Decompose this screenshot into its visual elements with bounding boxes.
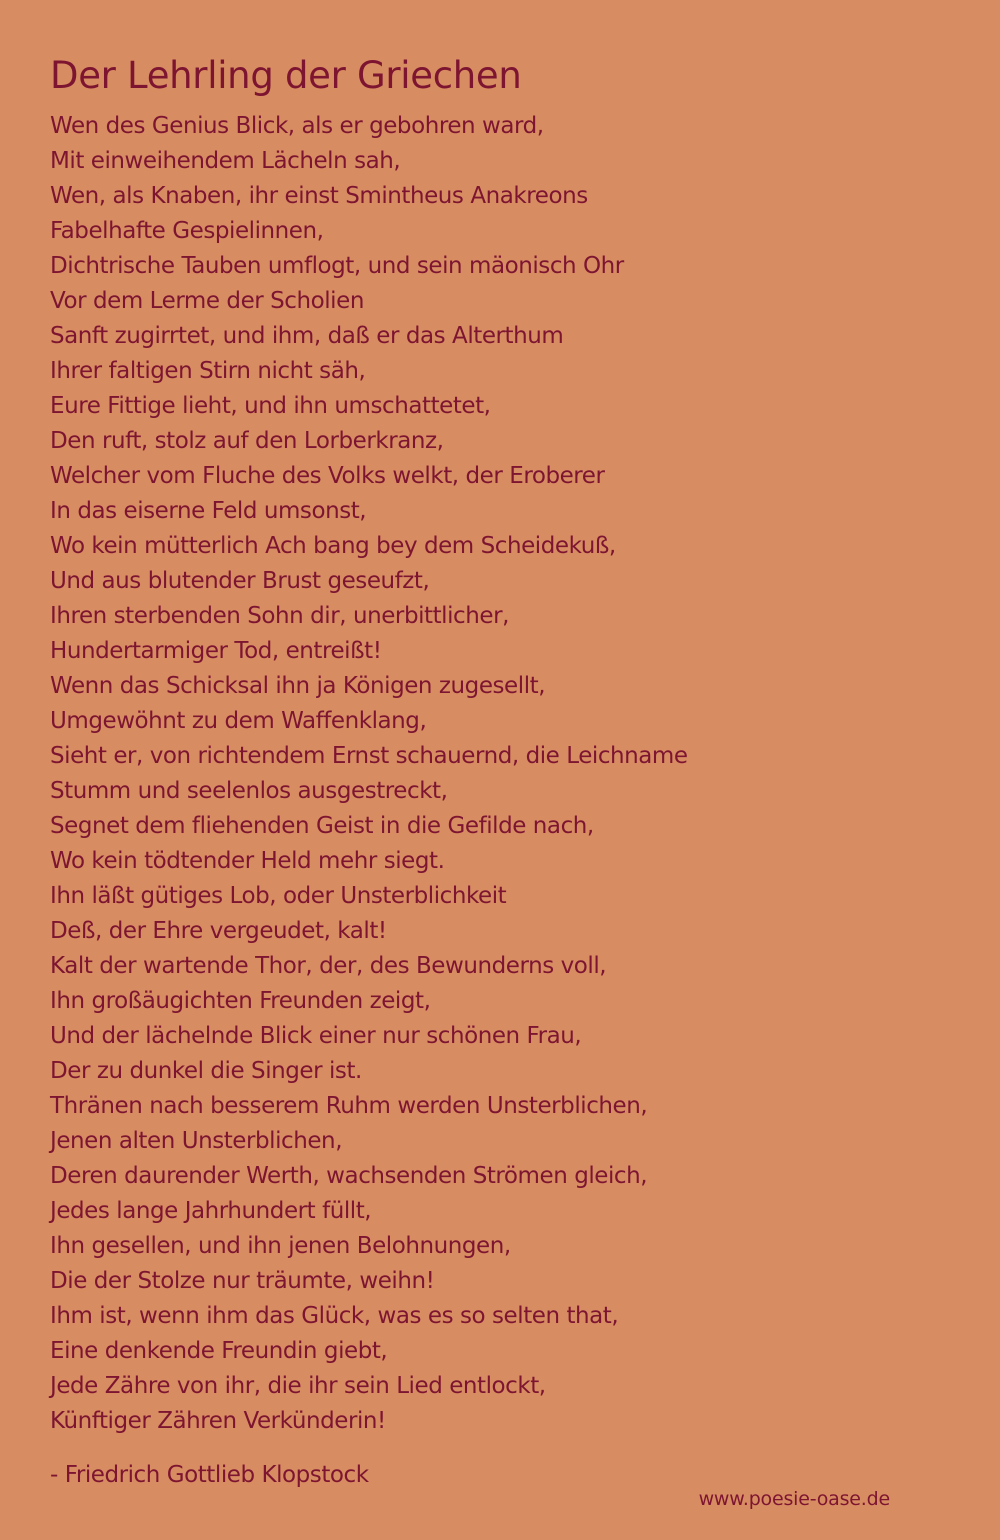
poem-line: Den ruft, stolz auf den Lorberkranz, (50, 428, 444, 454)
poem-line: Hundertarmiger Tod, entreißt! (50, 638, 382, 664)
poem-line: Welcher vom Fluche des Volks welkt, der Eroberer (50, 463, 605, 489)
poem-line: Kalt der wartende Thor, der, des Bewunderns voll, (50, 953, 607, 979)
poem-line: Ihn gesellen, und ihn jenen Belohnungen, (50, 1233, 511, 1259)
poem-line: Dichtrische Tauben umflogt, und sein mäonisch Ohr (50, 253, 624, 279)
poem-line: Die der Stolze nur träumte, weihn! (50, 1268, 435, 1294)
poem-line: Künftiger Zähren Verkünderin! (50, 1408, 386, 1434)
poem-line: Ihn läßt gütiges Lob, oder Unsterblichkeit (50, 883, 507, 909)
poem-line: Umgewöhnt zu dem Waffenklang, (50, 708, 427, 734)
poem-line: Eure Fittige lieht, und ihn umschattetet, (50, 393, 491, 419)
poem-line: Sanft zugirrtet, und ihm, daß er das Alterthum (50, 323, 564, 349)
poem-line: Eine denkende Freundin giebt, (50, 1338, 388, 1364)
poem-title: Der Lehrling der Griechen (50, 54, 522, 97)
poem-line: Mit einweihendem Lächeln sah, (50, 148, 401, 174)
poem-line: In das eiserne Feld umsonst, (50, 498, 367, 524)
poem-author: - Friedrich Gottlieb Klopstock (50, 1462, 369, 1488)
poem-line: Wen des Genius Blick, als er gebohren ward, (50, 113, 544, 139)
poem-line: Und aus blutender Brust geseufzt, (50, 568, 430, 594)
poem-line: Deß, der Ehre vergeudet, kalt! (50, 918, 387, 944)
poem-line: Deren daurender Werth, wachsenden Strömen gleich, (50, 1163, 648, 1189)
poem-line: Der zu dunkel die Singer ist. (50, 1058, 362, 1084)
poem-line: Thränen nach besserem Ruhm werden Unsterblichen, (50, 1093, 648, 1119)
website-url: www.poesie-oase.de (698, 1488, 890, 1510)
poem-line: Ihren sterbenden Sohn dir, unerbittlicher, (50, 603, 509, 629)
poem-line: Stumm und seelenlos ausgestreckt, (50, 778, 448, 804)
poem-line: Segnet dem fliehenden Geist in die Gefilde nach, (50, 813, 594, 839)
poem-line: Und der lächelnde Blick einer nur schönen Frau, (50, 1023, 582, 1049)
poem-text (50, 109, 688, 1439)
poem-line: Wenn das Schicksal ihn ja Königen zugesellt, (50, 673, 546, 699)
poem-line: Ihrer faltigen Stirn nicht säh, (50, 358, 366, 384)
poem-line: Jenen alten Unsterblichen, (50, 1128, 343, 1154)
poem-line: Ihn großäugichten Freunden zeigt, (50, 988, 431, 1014)
poem-line: Sieht er, von richtendem Ernst schauernd, die Leichname (50, 743, 688, 769)
poem-line: Ihm ist, wenn ihm das Glück, was es so selten that, (50, 1303, 619, 1329)
poem-line: Wen, als Knaben, ihr einst Smintheus Anakreons (50, 183, 588, 209)
poem-line: Vor dem Lerme der Scholien (50, 288, 364, 314)
poem-line: Wo kein mütterlich Ach bang bey dem Scheidekuß, (50, 533, 616, 559)
poem-line: Fabelhafte Gespielinnen, (50, 218, 324, 244)
poem-line: Jedes lange Jahrhundert füllt, (50, 1198, 372, 1224)
poem-line: Wo kein tödtender Held mehr siegt. (50, 848, 445, 874)
poem-line: Jede Zähre von ihr, die ihr sein Lied entlockt, (50, 1373, 546, 1399)
